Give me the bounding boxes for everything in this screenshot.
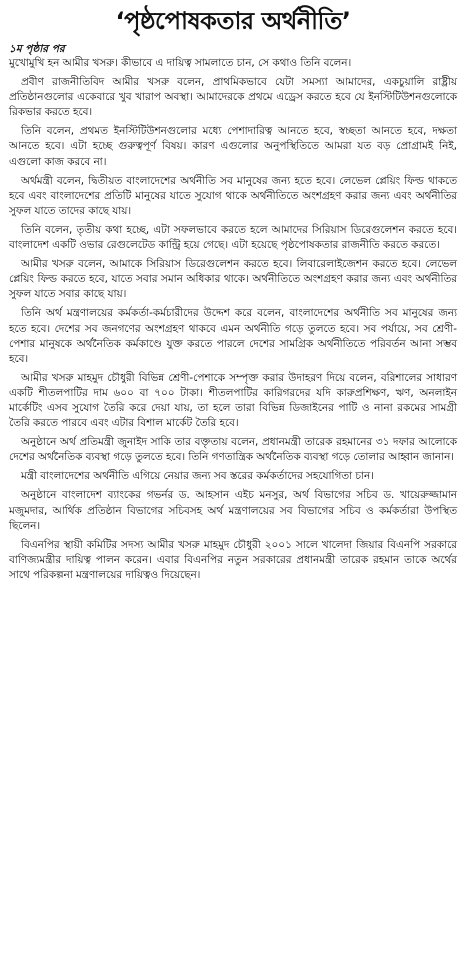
article-paragraph: অর্থমন্ত্রী বলেন, দ্বিতীয়ত বাংলাদেশের অর্থনীতি সব মানুষের জন্য হতে হবে। লেভেল প্লেয়িং ফিল্ড থাকতে হবে এবং বাংলাদেশের প্রতিটি মানুষের যাতে সুযোগ থাকে অর্থনীতিতে অংশগ্রহণ করার জন্য এবং অর্থনীতির সুফল যাতে তাদের কাছে যায়। (9, 174, 457, 217)
article-paragraph: তিনি অর্থ মন্ত্রণালয়ের কর্মকর্তা-কর্মচারীদের উদ্দেশ করে বলেন, বাংলাদেশের অর্থনীতি সব মানুষের জন্য হতে হবে। দেশের সব জনগণের অংশগ্রহণ থাকবে এমন অর্থনীতি গড়ে তুলতে হবে। সব পর্যায়ে, সব শ্রেণী-পেশার মানুষকে অর্থনৈতিক কর্মকাণ্ডে যুক্ত করতে পারলে দেশের সামগ্রিক অর্থনীতিতে পরিবর্তন আনা সম্ভব হবে। (9, 307, 457, 365)
headline: ‘পৃষ্ঠপোষকতার অর্থনীতি’ (115, 7, 351, 35)
article-paragraph: মুখোমুখি হন আমীর খসরু। কীভাবে এ দায়িত্ব সামলাতে চান, সে কথাও তিনি বলেন। (9, 57, 352, 69)
continued-from-page-label: ১ম পৃষ্ঠার পর (9, 43, 65, 55)
article-paragraph: আমীর খসরু বলেন, আমাকে সিরিয়াস ডিরেগুলেশন করতে হবে। লিবারেলাইজেশন করতে হবে। লেভেল প্লেয়িং ফিল্ড করতে হবে, যাতে সবার সমান অধিকার থাকে। অর্থনীতিতে অংশগ্রহণ করার জন্য এবং অর্থনীতির সুফল যাতে সবার কাছে যায়। (9, 258, 457, 301)
article-paragraph: মন্ত্রী বাংলাদেশের অর্থনীতি এগিয়ে নেয়ার জন্য সব স্তরের কর্মকর্তাদের সহযোগিতা চান। (21, 470, 374, 483)
article-paragraph: তিনি বলেন, প্রথমত ইনস্টিটিউশনগুলোর মধ্যে পেশাদারিত্ব আনতে হবে, স্বচ্ছতা আনতে হবে, দক্ষতা আনতে হবে। এটা হচ্ছে গুরুত্বপূর্ণ বিষয়। কারণ এগুলোর অনুপস্থিতিতে আমরা যত বড় প্রোগ্রামই নিই, এগুলো কাজ করবে না। (9, 125, 457, 168)
article-paragraph: আমীর খসরু মাহমুদ চৌধুরী বিভিন্ন শ্রেণী-পেশাকে সম্পৃক্ত করার উদাহরণ দিয়ে বলেন, বরিশালের সাধারণ একটি শীতলপাটির দাম ৬০০ বা ৭০০ টাকা। শীতলপাটির কারিগরদের যদি কারুপ্রশিক্ষণ, ঋণ, অনলাইন মার্কেটিং এসব সুযোগ তৈরি করে দেয়া যায়, তা হলে তারা বিভিন্ন ডিজাইনের পাটি ও নানা রকমের সামগ্রী তৈরি করতে পারবে এবং এটার বিশাল মার্কেট তৈরি হবে। (9, 371, 457, 430)
article-paragraph: অনুষ্ঠানে অর্থ প্রতিমন্ত্রী জুনাইদ সাকি তার বক্তৃতায় বলেন, প্রধানমন্ত্রী তারেক রহমানের ৩১ দফার আলোকে দেশের অর্থনৈতিক ব্যবস্থা গড়ে তুলতে হবে। তিনি গণতান্ত্রিক অর্থনৈতিক ব্যবস্থা গড়ে তোলার আহ্বান জানান। (9, 436, 457, 464)
article-paragraph: প্রবীণ রাজনীতিবিদ আমীর খসরু বলেন, প্রাথমিকভাবে যেটা সমস্যা আমাদের, একচুয়ালি রাষ্ট্রীয় প্রতিষ্ঠানগুলোর একেবারে খুব খারাপ অবস্থা। আমাদেরকে প্রথমে এড্রেস করতে হবে যে ইনস্টিটিউশনগুলোকে রিকভার করতে হবে। (9, 76, 457, 119)
article-paragraph: অনুষ্ঠানে বাংলাদেশ ব্যাংকের গভর্নর ড. আহসান এইচ মনসুর, অর্থ বিভাগের সচিব ড. খায়েরুজ্জামান মজুমদার, আর্থিক প্রতিষ্ঠান বিভাগের সচিবসহ অর্থ মন্ত্রণালয়ের সব বিভাগের সচিব ও কর্মকর্তারা উপস্থিত ছিলেন। (9, 489, 457, 532)
article-body (9, 56, 457, 583)
article-paragraph: বিএনপির স্থায়ী কমিটির সদস্য আমীর খসরু মাহমুদ চৌধুরী ২০০১ সালে খালেদা জিয়ার বিএনপি সরকারে বাণিজ্যমন্ত্রীর দায়িত্ব পালন করেন। এবার বিএনপির নতুন সরকারের প্রধানমন্ত্রী তারেক রহমান তাকে অর্থের সাথে পরিকল্পনা মন্ত্রণালয়ের দায়িত্বও দিয়েছেন। (9, 538, 457, 581)
article-paragraph: তিনি বলেন, তৃতীয় কথা হচ্ছে, এটা সফলভাবে করতে হলে আমাদের সিরিয়াস ডিরেগুলেশন করতে হবে। বাংলাদেশ একটি ওভার রেগুলেটেড কান্ট্রি হয়ে গেছে। এটা হয়েছে পৃষ্ঠপোষকতার রাজনীতি করতে করতে। (9, 223, 457, 252)
